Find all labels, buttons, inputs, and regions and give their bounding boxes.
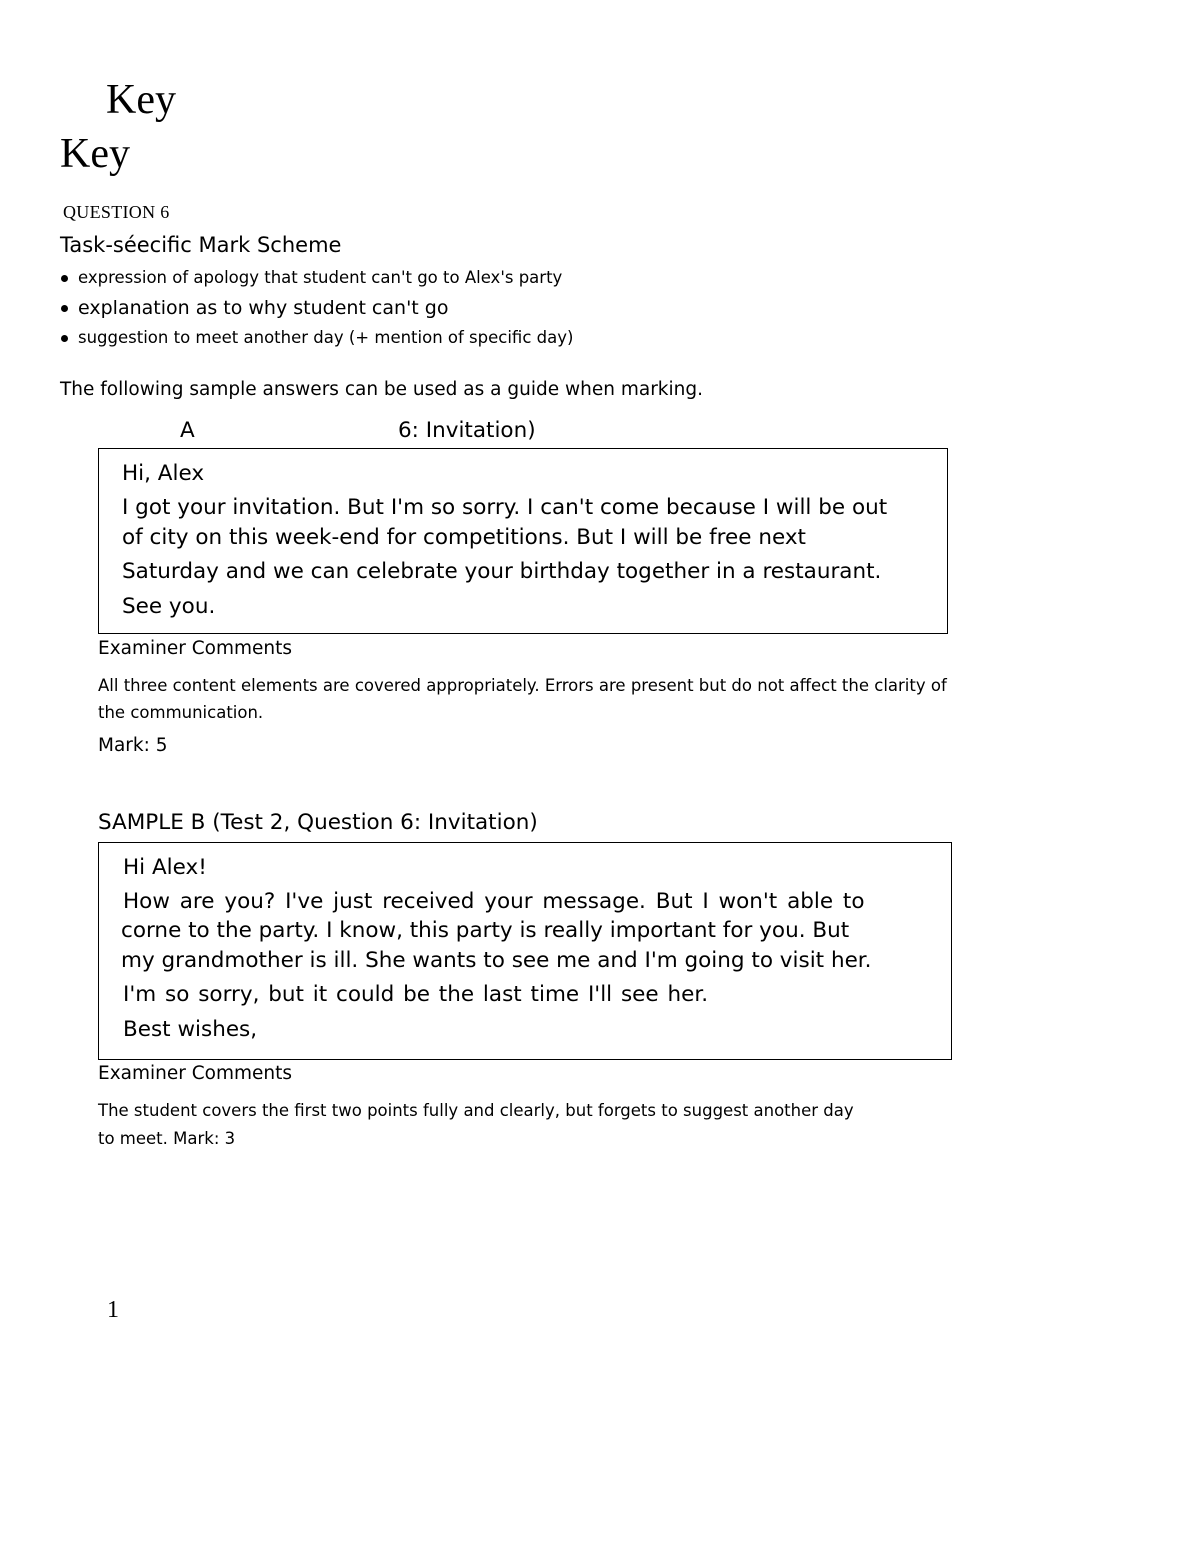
mark-scheme-point: suggestion to meet another day (+ mention of specific day) — [60, 326, 573, 355]
mark-scheme-point: explanation as to why student can't go — [60, 295, 573, 326]
letter-line: How are you? I've just received your message. But I won't able to — [123, 889, 865, 914]
sample-a-comments-heading: Examiner Comments — [98, 638, 293, 659]
sample-a-letter-box — [98, 448, 948, 634]
mark-scheme-list — [60, 266, 573, 355]
title-key-2: Key — [60, 131, 130, 177]
letter-line: Best wishes, — [123, 1017, 258, 1042]
letter-line: I got your invitation. But I'm so sorry. I can't come because I will be out — [122, 495, 888, 520]
sample-b-comments-heading: Examiner Comments — [98, 1063, 293, 1084]
title-key-1: Key — [106, 77, 176, 123]
letter-line: corne to the party. I know, this party is really important for you. But — [121, 918, 850, 943]
letter-line: See you. — [122, 594, 216, 619]
letter-line: Hi Alex! — [123, 855, 207, 880]
page-number: 1 — [107, 1297, 119, 1323]
sample-a-mark: Mark: 5 — [98, 735, 168, 756]
letter-line: I'm so sorry, but it could be the last time I'll see her. — [123, 982, 709, 1007]
letter-line: my grandmother is ill. She wants to see me and I'm going to visit her. — [121, 948, 872, 973]
question-heading: QUESTION 6 — [63, 202, 170, 222]
sample-a-comment-text: All three content elements are covered appropriately. Errors are present but do not affect the clarity of the communication. — [98, 676, 947, 722]
sample-b-comment-line-2: to meet. Mark: 3 — [98, 1129, 236, 1148]
sample-b-heading: SAMPLE B (Test 2, Question 6: Invitation) — [98, 810, 538, 835]
sample-a-heading-letter: A — [180, 418, 195, 443]
mark-scheme-title: Task-séecific Mark Scheme — [60, 233, 342, 257]
mark-scheme-point: expression of apology that student can't go to Alex's party — [60, 266, 573, 295]
sample-b-comment-line-1: The student covers the first two points fully and clearly, but forgets to suggest another day — [98, 1101, 854, 1120]
letter-line: of city on this week-end for competitions. But I will be free next — [122, 525, 806, 550]
sample-b-letter-box — [98, 842, 952, 1060]
letter-line: Saturday and we can celebrate your birthday together in a restaurant. — [122, 559, 882, 584]
guide-text: The following sample answers can be used as a guide when marking. — [60, 379, 704, 400]
sample-a-heading-rest: 6: Invitation) — [398, 418, 536, 443]
letter-line: Hi, Alex — [122, 461, 205, 486]
